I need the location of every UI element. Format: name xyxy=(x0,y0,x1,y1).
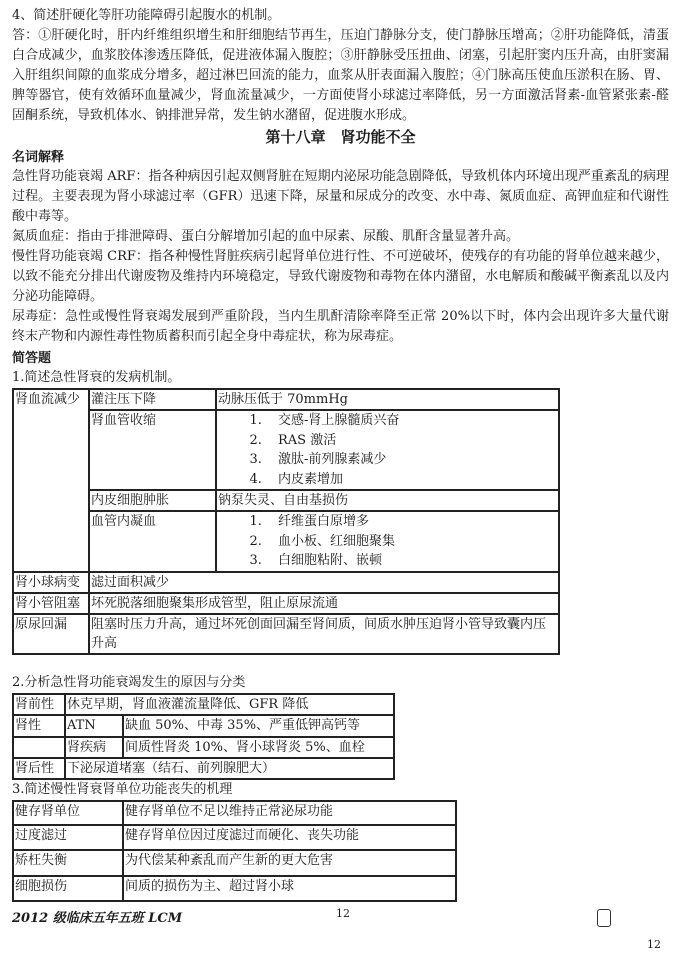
list-item: 1. 纤维蛋白原增多 xyxy=(266,512,557,532)
q2-cell: 缺血 50%、中毒 35%、严重低钾高钙等 xyxy=(123,715,394,737)
q1-cell: 原尿回漏 xyxy=(13,614,89,654)
q1-cell: 钠泵失灵、自由基损伤 xyxy=(216,490,559,511)
q2-cell: 下泌尿道堵塞（结石、前列腺肥大） xyxy=(65,758,394,779)
q2-cell xyxy=(13,737,65,758)
q1-cell: 坏死脱落细胞聚集形成管型，阻止原尿流通 xyxy=(89,593,559,614)
q1-cell: 肾小球病变 xyxy=(13,572,89,593)
short-answer-heading: 简答题 xyxy=(12,351,52,366)
q2-table xyxy=(12,693,395,780)
q1-cell: 动脉压低于 70mmHg xyxy=(216,389,559,410)
term-arf: 急性肾功能衰竭 ARF：指各种病因引起双侧肾脏在短期内泌尿功能急剧降低，导致机体内环境出现严重紊乱的病理过程。主要表现为肾小球滤过率（GFR）迅速下降，尿量和尿成分的改变、水中毒、氮质血症、高钾血症和代谢性酸中毒等。 xyxy=(12,169,669,224)
q1-group: 肾血流减少 xyxy=(13,389,89,572)
q3-cell: 细胞损伤 xyxy=(13,876,123,901)
term-azotemia: 氮质血症：指由于排泄障碍、蛋白分解增加引起的血中尿素、尿酸、肌酐含量显著升高。 xyxy=(12,229,520,244)
q3-cell: 为代偿某种紊乱而产生新的更大危害 xyxy=(123,850,456,876)
q2-cell: 间质性肾炎 10%、肾小球肾炎 5%、血栓 xyxy=(123,737,394,758)
corner-page-number: 12 xyxy=(647,937,661,951)
q2-cell: 肾性 xyxy=(13,715,65,737)
q3-cell: 过度滤过 xyxy=(13,825,123,850)
q1-list-cell xyxy=(216,511,559,572)
q2-cell: 肾后性 xyxy=(13,758,65,779)
footer xyxy=(12,906,669,930)
q1-title: 1.简述急性肾衰的发病机制。 xyxy=(12,370,181,385)
seal-icon xyxy=(597,909,611,927)
q3-cell: 间质的损伤为主、超过肾小球 xyxy=(123,876,456,901)
q1-cell: 血管内凝血 xyxy=(89,511,216,572)
term-crf: 慢性肾功能衰竭 CRF：指各种慢性肾脏疾病引起肾单位进行性、不可逆破坏，使残存的有功能的肾单位越来越少，以致不能充分排出代谢废物及维持内环境稳定，导致代谢废物和毒物在体内潴留，水电解质和酸碱平衡紊乱以及内分泌功能障碍。 xyxy=(12,249,669,304)
q2-cell: 休克早期，肾血液灌流量降低、GFR 降低 xyxy=(65,694,394,715)
q1-list-cell xyxy=(216,410,559,490)
list-item: 1. 交感-肾上腺髓质兴奋 xyxy=(266,411,557,431)
q3-table xyxy=(12,800,457,902)
footer-page-number: 12 xyxy=(336,906,350,920)
list-item: 2. RAS 激活 xyxy=(266,431,557,451)
q2-cell: 肾疾病 xyxy=(65,737,123,758)
list-item: 3. 白细胞粘附、嵌顿 xyxy=(266,551,557,571)
q3-title: 3.简述慢性肾衰肾单位功能丧失的机理 xyxy=(12,781,233,797)
q3-cell: 健存肾单位 xyxy=(13,801,123,825)
q2-cell: ATN xyxy=(65,715,123,737)
q1-cell: 滤过面积减少 xyxy=(89,572,559,593)
q1-cell: 内皮细胞肿胀 xyxy=(89,490,216,511)
term-uremia: 尿毒症：急性或慢性肾衰竭发展到严重阶段，当内生肌酐清除率降至正常 20%以下时，体内会出现许多大量代谢终末产物和内源性毒性物质蓄积而引起全身中毒症状，称为尿毒症。 xyxy=(12,309,669,344)
list-item: 4. 内皮素增加 xyxy=(266,470,557,490)
q2-title: 2.分析急性肾功能衰竭发生的原因与分类 xyxy=(12,674,246,690)
terms-heading: 名词解释 xyxy=(12,150,65,165)
q3-cell: 健存肾单位因过度滤过而硬化、丧失功能 xyxy=(123,825,456,850)
chapter-title: 第十八章 肾功能不全 xyxy=(265,128,416,146)
q1-cell: 肾小管阻塞 xyxy=(13,593,89,614)
q1-cell: 灌注压下降 xyxy=(89,389,216,410)
q1-cell: 肾血管收缩 xyxy=(89,410,216,490)
q3-cell: 健存肾单位不足以维持正常泌尿功能 xyxy=(123,801,456,825)
question-4-title: 4、简述肝硬化等肝功能障碍引起腹水的机制。 xyxy=(12,8,281,23)
list-item: 3. 激肽-前列腺素减少 xyxy=(266,450,557,470)
q1-cell: 阻塞时压力升高，通过坏死创面回漏至肾间质，间质水肿压迫肾小管导致囊内压升高 xyxy=(89,614,559,654)
q2-cell: 肾前性 xyxy=(13,694,65,715)
list-item: 2. 血小板、红细胞聚集 xyxy=(266,532,557,552)
q3-cell: 矫枉失衡 xyxy=(13,850,123,876)
q1-table xyxy=(12,388,560,655)
question-4-answer: 答：①肝硬化时，肝内纤维组织增生和肝细胞结节再生，压迫门静脉分支，使门静脉压增高；②肝功能降低，清蛋白合成减少，血浆胶体渗透压降低，促进液体漏入腹腔；③肝静脉受压扭曲、闭塞，引起肝窦内压升高，由肝窦漏入肝组织间隙的血浆成分增多，超过淋巴回流的能力，血浆从肝表面漏入腹腔；④门脉高压使血压淤积在肠、胃、脾等器官，使有效循环血量减少，肾血流量减少，一方面使肾小球滤过率降低，另一方面激活肾素-血管紧张素-醛固酮系统，导致机体水、钠排泄异常，发生钠水潴留，促进腹水形成。 xyxy=(12,28,669,123)
footer-class-label: 2012 级临床五年五班 LCM xyxy=(12,910,183,926)
